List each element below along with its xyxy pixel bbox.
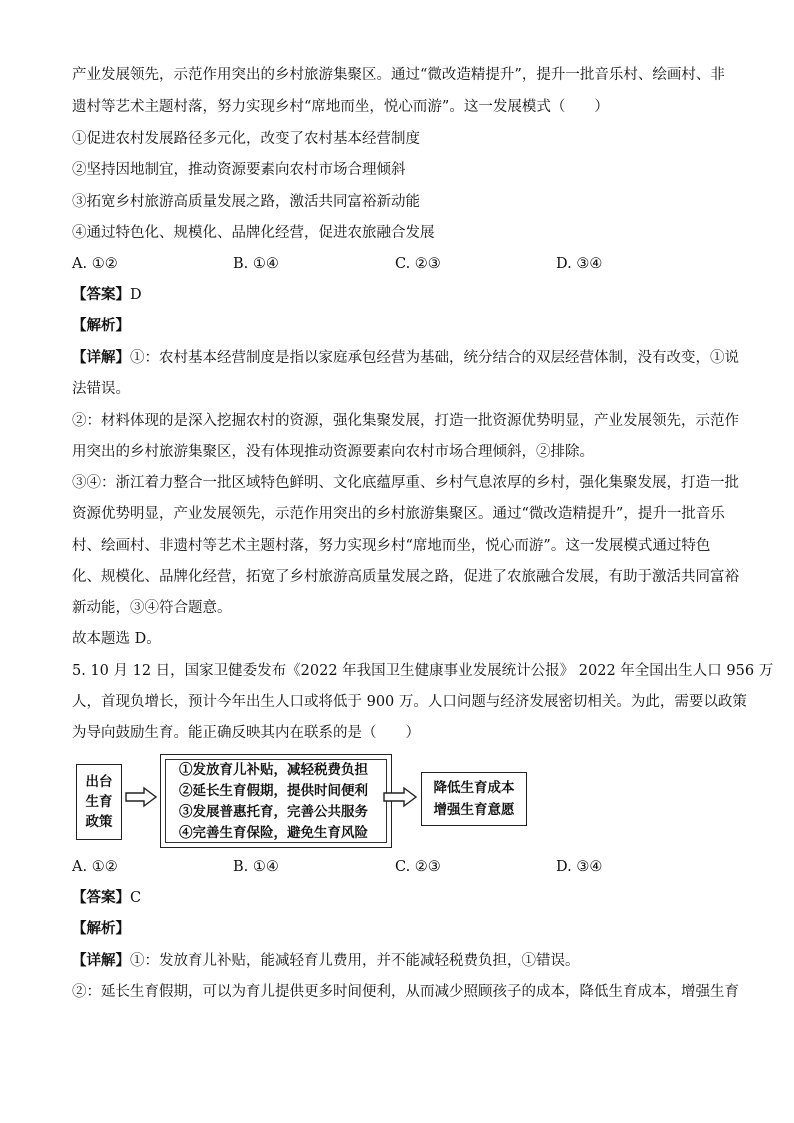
q5-stem-line-3: 为导向鼓励生育。能正确反映其内在联系的是（ ） <box>72 725 420 741</box>
q4-analysis-tag: 【解析】 <box>72 317 130 334</box>
answer-tag: 【答案】 <box>72 286 130 303</box>
q4-detail-line-2: 法错误。 <box>72 381 130 397</box>
detail-tag: 【详解】 <box>72 349 130 366</box>
q4-conclusion: 故本题选 D。 <box>72 631 161 647</box>
q4-item-4: ④通过特色化、规模化、品牌化经营，促进农旅融合发展 <box>72 225 435 241</box>
result-text-2: 增强生育意愿 <box>433 802 515 818</box>
measure-3: ③发展普惠托育，完善公共服务 <box>179 804 368 820</box>
q4-detail-line-4: 用突出的乡村旅游集聚区，没有体现推动资源要素向农村市场合理倾斜，②排除。 <box>72 444 594 460</box>
q4-detail-line-1 <box>72 347 739 369</box>
q5-stem-line-2: 人，首现负增长，预计今年出生人口或将低于 900 万。人口问题与经济发展密切相关。为此，需要以政策 <box>72 694 747 710</box>
measure-1: ①发放育儿补贴，减轻税费负担 <box>179 762 368 778</box>
answer-tag: 【答案】 <box>72 889 130 906</box>
result-text-1: 降低生育成本 <box>433 780 515 796</box>
diagram-measures-box <box>160 754 392 848</box>
detail-tag: 【详解】 <box>72 952 130 969</box>
measure-2: ②延长生育假期，提供时间便利 <box>179 783 368 799</box>
q5-analysis-tag: 【解析】 <box>72 920 130 937</box>
policy-text-1: 出台 <box>85 774 113 790</box>
policy-text-2: 生育 <box>85 794 113 810</box>
policy-text-3: 政策 <box>85 814 113 830</box>
q4-detail-line-7: 村、绘画村、非遗村等艺术主题村落，努力实现乡村“席地而坐，悦心而游”。这一发展模式通过特色 <box>72 538 711 554</box>
measure-4: ④完善生育保险，避免生育风险 <box>179 825 368 841</box>
detail-text: ①：农村基本经营制度是指以家庭承包经营为基础，统分结合的双层经营体制，没有改变，①说 <box>130 350 739 366</box>
q5-detail-line-1 <box>72 950 580 972</box>
q4-detail-line-3: ②：材料体现的是深入挖掘农村的资源，强化集聚发展，打造一批资源优势明显，产业发展领先，示范作 <box>72 413 739 429</box>
q4-option-b: B. ①④ <box>233 256 279 272</box>
q4-detail-line-6: 资源优势明显，产业发展领先，示范作用突出的乡村旅游集聚区。通过“微改造精提升”，提升一批音乐 <box>72 506 725 522</box>
q4-option-d: D. ③④ <box>556 256 603 272</box>
q5-option-b: B. ①④ <box>233 859 279 875</box>
q4-option-a: A. ①② <box>72 256 118 272</box>
q4-stem-line-2: 遗村等艺术主题村落，努力实现乡村“席地而坐，悦心而游”。这一发展模式（ ） <box>72 99 609 115</box>
q4-answer <box>72 284 142 306</box>
answer-value: D <box>130 287 142 303</box>
diagram-result-box <box>421 772 527 826</box>
q5-option-c: C. ②③ <box>395 859 441 875</box>
arrow-right-icon <box>382 786 418 808</box>
q4-item-1: ①促进农村发展路径多元化，改变了农村基本经营制度 <box>72 131 420 147</box>
diagram-policy-box <box>76 764 122 840</box>
q4-detail-line-8: 化、规模化、品牌化经营，拓宽了乡村旅游高质量发展之路，促进了农旅融合发展，有助于激活共同富裕 <box>72 569 739 585</box>
q4-detail-line-9: 新动能，③④符合题意。 <box>72 600 232 616</box>
detail-text: ①：发放育儿补贴，能减轻育儿费用，并不能减轻税费负担，①错误。 <box>130 953 580 969</box>
q4-detail-line-5: ③④：浙江着力整合一批区域特色鲜明、文化底蕴厚重、乡村气息浓厚的乡村，强化集聚发展，打造一批 <box>72 475 739 491</box>
q4-item-2: ②坚持因地制宜，推动资源要素向农村市场合理倾斜 <box>72 162 406 178</box>
q4-stem-line-1: 产业发展领先，示范作用突出的乡村旅游集聚区。通过“微改造精提升”，提升一批音乐村、绘画村、非 <box>72 67 725 83</box>
q5-option-a: A. ①② <box>72 859 118 875</box>
q5-stem-line-1: 5. 10 月 12 日，国家卫健委发布《2022 年我国卫生健康事业发展统计公报》 2022 年全国出生人口 956 万 <box>72 663 774 679</box>
q4-option-c: C. ②③ <box>395 256 441 272</box>
q5-option-d: D. ③④ <box>556 859 603 875</box>
arrow-right-icon <box>124 786 158 808</box>
q5-detail-line-2: ②：延长生育假期，可以为育儿提供更多时间便利，从而减少照顾孩子的成本，降低生育成本，增强生育 <box>72 984 739 1000</box>
answer-value: C <box>130 890 142 906</box>
q4-item-3: ③拓宽乡村旅游高质量发展之路，激活共同富裕新动能 <box>72 194 420 210</box>
q5-answer <box>72 887 141 909</box>
